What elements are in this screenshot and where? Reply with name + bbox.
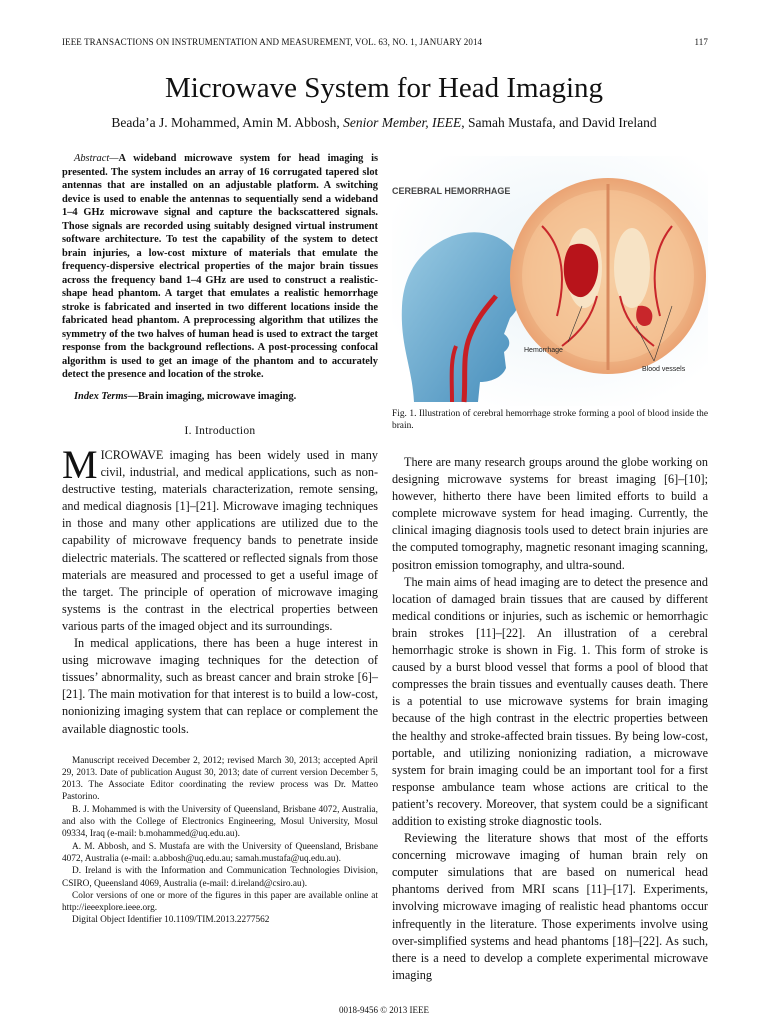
copyright-footer: 0018-9456 © 2013 IEEE — [338, 1005, 430, 1015]
journal-info: IEEE TRANSACTIONS ON INSTRUMENTATION AND MEASUREMENT, VOL. 63, NO. 1, JANUARY 2014 — [62, 37, 483, 47]
footnote-color-figures: Color versions of one or more of the figures in this paper are available online at http://ieeexplore.ieee.org. — [62, 890, 378, 914]
footnotes — [62, 755, 378, 927]
intro-paragraph-1 — [62, 442, 378, 635]
abstract — [62, 152, 378, 382]
footnote-author-ireland: D. Ireland is with the Information and Communication Technologies Division, CSIRO, Queensland 4069, Australia (e-mail: d.ireland@csiro.au). — [62, 866, 378, 889]
index-terms-lead: Index Terms— — [74, 390, 138, 402]
label-hemorrhage: Hemorrhage — [524, 347, 563, 354]
right-paragraph-3: Reviewing the literature shows that most of the efforts concerning microwave imaging of human brain rely on computer simulations that are based on numerical head phantoms derived from MRI scans [11]–[17]. Experiments, involving microwave imaging of realistic head phantoms occur infrequently in the literature. Those experiments involve using over-simplified systems and head phantoms [18]–[22]. As such, there is a need to develop a complete experimental microwave imaging — [392, 831, 708, 982]
right-ventricle — [614, 228, 650, 308]
footnote-manuscript: Manuscript received December 2, 2012; revised March 30, 2013; accepted April 29, 2013. Date of publication August 30, 2013; date of current version December 5, 2013. The Associate Editor coordinating the review process was Dr. Matteo Pastorino. — [62, 755, 378, 803]
abstract-text: A wideband microwave system for head imaging is presented. The system includes an array of 16 corrugated tapered slot antennas that are installed on an adjustable platform. A switching device is used to enable the antennas to sequentially send a wideband 1–4 GHz microwave signal and capture the backscattered signals. Those signals are recorded using suitably designed virtual instrument software architecture. To test the capability of the system to detect brain injuries, a low-cost mixture of materials that emulate the frequency-dispersive electrical properties of the major brain tissues across the frequency band 1–4 GHz are used to construct a realistic-shape head phantom. A target that emulates a realistic hemorrhage stroke is fabricated and inserted in two different locations inside the fabricated head phantom. A preprocessing algorithm that utilizes the symmetry of the two halves of human head is used to extract the target response from the background reflections. A post-processing confocal algorithm is used to get an image of the phantom and to accurately detect the presence and location of the stroke. — [62, 153, 378, 380]
footnote-author-mohammed: B. J. Mohammed is with the University of Queensland, Brisbane 4072, Australia, and also with the College of Electronics Engineering, Mosul University, Mosul 09334, Iraq (e-mail: b.mohammed@uq.edu.au). — [62, 804, 378, 840]
authors-part-2: , Samah Mustafa, and David Ireland — [461, 115, 657, 130]
page-number: 117 — [694, 37, 708, 47]
introduction-body — [62, 442, 378, 738]
index-terms-text: Brain imaging, microwave imaging. — [138, 390, 297, 402]
figure-1-caption: Fig. 1. Illustration of cerebral hemorrhage stroke forming a pool of blood inside the brain. — [392, 409, 708, 431]
index-terms — [62, 390, 378, 404]
authors-part-1: Beada’a J. Mohammed, Amin M. Abbosh, — [111, 115, 344, 130]
intro-paragraph-2: In medical applications, there has been a huge interest in using microwave imaging techniques for the detection of tissues’ abnormality, such as breast cancer and brain stroke [6]–[21]. The main motivation for that interest is to build a low-cost, nonionizing imaging system that can replace or complement the available diagnostic tools. — [62, 636, 378, 736]
figure-title-label: CEREBRAL HEMORRHAGE — [392, 186, 511, 196]
right-paragraph-1: There are many research groups around the globe working on designing microwave systems for breast imaging [6]–[10]; however, hitherto there have been limited efforts to build a complete microwave system for head imaging. Currently, the clinical imaging diagnosis tools used to detect brain injuries are the computed tomography, magnetic resonant imaging scanning, positron emission tomography, and ultra-sound. — [392, 455, 708, 572]
paper-title: Microwave System for Head Imaging — [164, 72, 604, 104]
right-paragraph-2: The main aims of head imaging are to detect the presence and location of damaged brain tissues that are caused by different medical conditions or injuries, such as ischemic or hemorrhagic brain strokes [11]–[22]. An illustration of a cerebral hemorrhagic stroke is shown in Fig. 1. This form of stroke is caused by a burst blood vessel that forms a pool of blood that compresses the brain tissues and eventually causes death. There is a potential to use microwave systems for brain imaging because of the high contrast in the electric properties between the healthy and stroke-affected brain tissues. By being low-cost, portable, and utilizing nonionizing radiation, a microwave system for brain imaging could be an important tool for a first response ambulance team whose actions are critical to the patient’s recovery. Moreover, that system could be a significant addition to existing stroke diagnostic tools. — [392, 574, 708, 828]
footnote-doi: Digital Object Identifier 10.1109/TIM.2013.2277562 — [72, 915, 270, 926]
author-role: Senior Member, IEEE — [343, 115, 462, 130]
intro-paragraph-1-text: ICROWAVE imaging has been widely used in many civil, industrial, and medical applications, such as non-destructive testing, materials characterization, remote sensing, and medical diagnosis [1]–[21]. Microwave imaging techniques in those and many other applications are utilized due to the capability of microwave frequency bands to penetrate inside dielectric materials. The scattered or reflected signals from those materials are measured and processed to get a useful image of the target. The principle of operation of microwave imaging systems is the contrast in the electrical properties between various parts of the imaged object and its surroundings. — [62, 448, 378, 633]
figure-1 — [392, 156, 708, 406]
abstract-lead: Abstract— — [74, 153, 119, 164]
author-list — [0, 115, 768, 131]
footnote-author-abbosh-mustafa: A. M. Abbosh, and S. Mustafa are with the University of Queensland, Brisbane 4072, Australia (e-mail: a.abbosh@uq.edu.au; samah.mustafa@uq.edu.au). — [62, 841, 378, 864]
cerebral-hemorrhage-illustration — [392, 156, 708, 406]
label-blood-vessels: Blood vessels — [642, 366, 686, 373]
right-column — [392, 454, 708, 984]
left-column — [62, 152, 378, 927]
section-heading-introduction: I. Introduction — [184, 425, 256, 437]
drop-cap: M — [62, 442, 98, 487]
